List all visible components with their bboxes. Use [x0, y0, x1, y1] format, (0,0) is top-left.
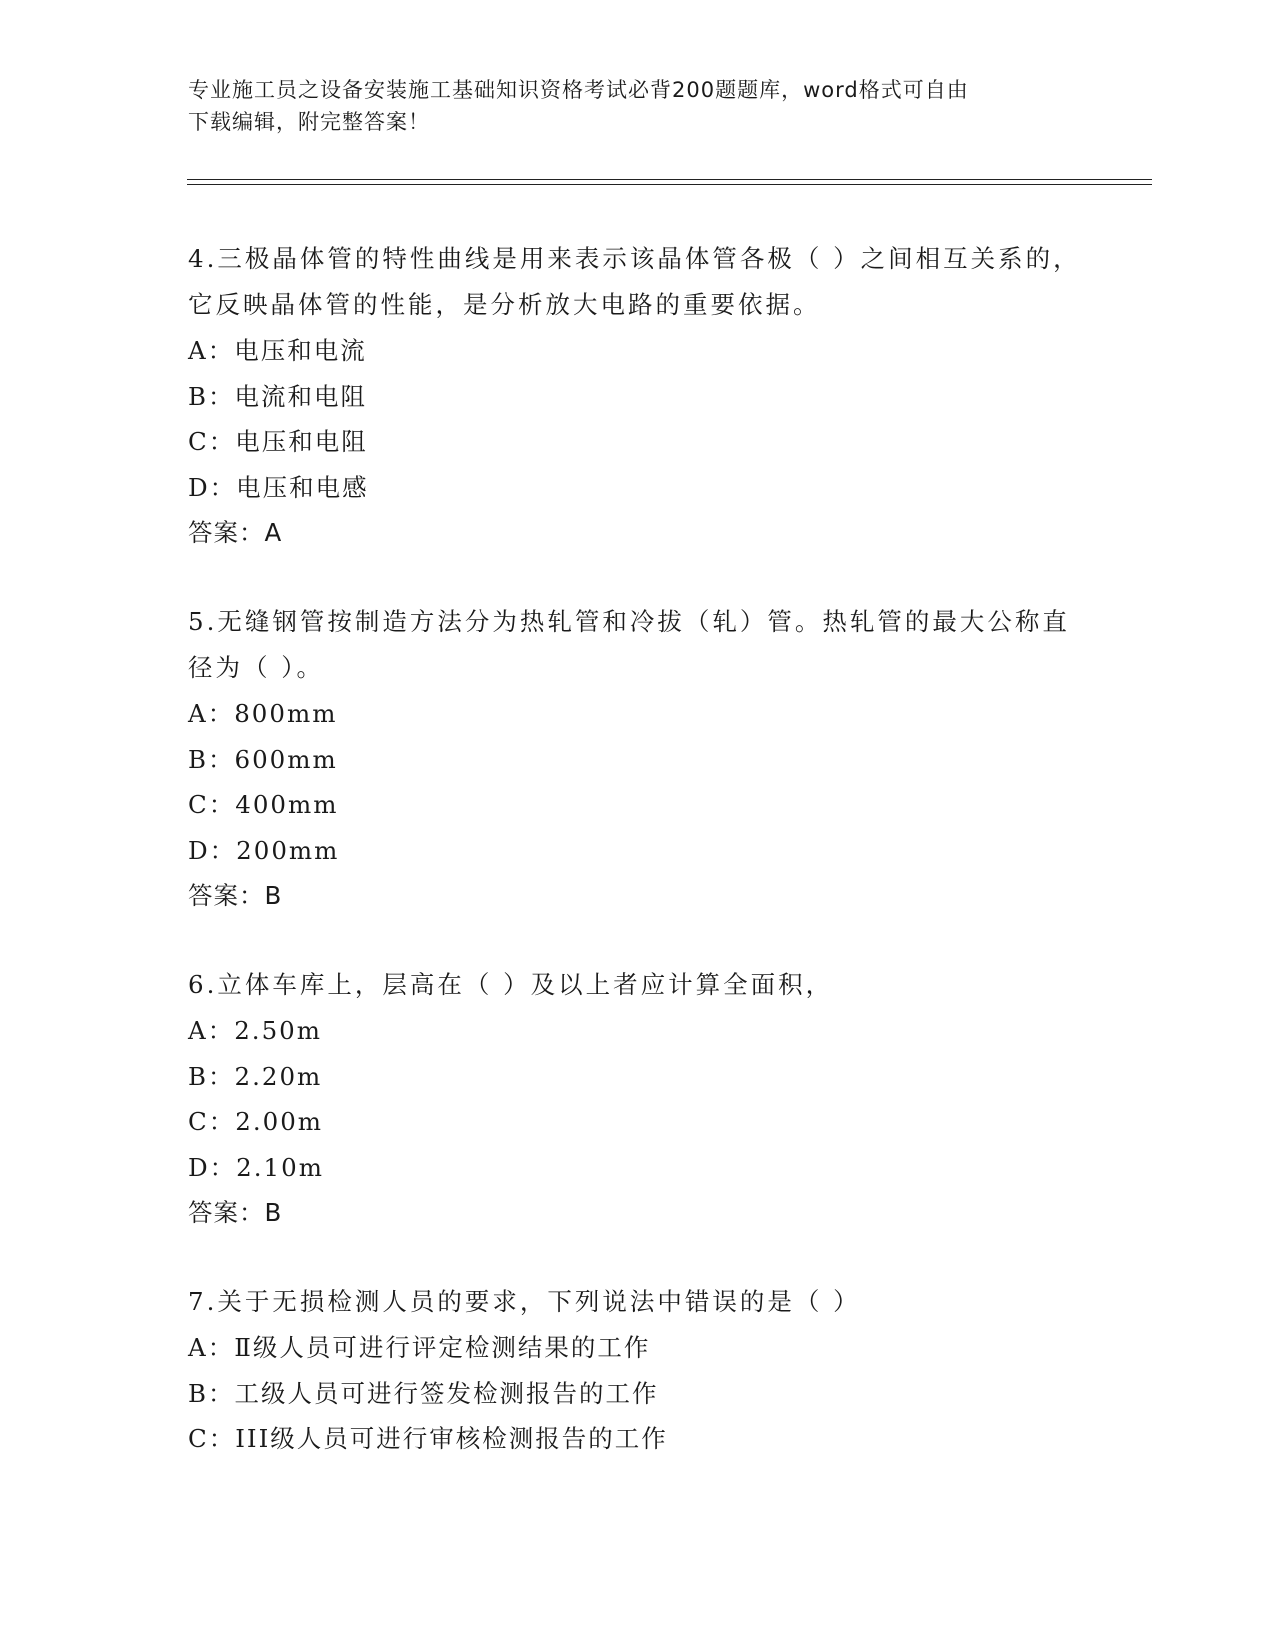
option-c: C：400mm	[188, 790, 339, 819]
option-c: C：2.00m	[188, 1107, 324, 1136]
question-5	[188, 599, 1088, 919]
option-a: A：2.50m	[188, 1016, 322, 1045]
question-6	[188, 962, 1088, 1236]
header-rule-bottom	[187, 184, 1152, 185]
question-stem: 5.无缝钢管按制造方法分为热轧管和冷拔（轧）管。热轧管的最大公称直径为（ ）。	[188, 607, 1070, 682]
option-b: B：600mm	[188, 744, 338, 774]
header-line-1: 专业施工员之设备安装施工基础知识资格考试必背200题题库，word格式可自由	[188, 78, 969, 102]
question-stem: 4.三极晶体管的特性曲线是用来表示该晶体管各极（ ）之间相互关系的，它反映晶体管的性能，是分析放大电路的重要依据。	[188, 244, 1081, 319]
question-7	[188, 1279, 1088, 1462]
answer: 答案：B	[188, 1198, 283, 1227]
document-header	[188, 74, 1068, 138]
option-c: C：电压和电阻	[188, 427, 368, 456]
option-d: D：200mm	[188, 835, 340, 865]
answer: 答案：B	[188, 881, 283, 910]
option-a: A：电压和电流	[188, 336, 367, 365]
question-list	[188, 236, 1088, 1505]
option-a: A：Ⅱ级人员可进行评定检测结果的工作	[188, 1333, 651, 1362]
answer: 答案：A	[188, 518, 283, 547]
option-b: B：2.20m	[188, 1061, 323, 1091]
header-rule-top	[187, 179, 1152, 180]
question-stem: 7.关于无损检测人员的要求，下列说法中错误的是（ ）	[188, 1287, 861, 1316]
option-b: B：电流和电阻	[188, 381, 368, 411]
option-d: D：2.10m	[188, 1152, 324, 1182]
option-a: A：800mm	[188, 699, 338, 728]
option-d: D：电压和电感	[188, 472, 369, 502]
question-4	[188, 236, 1088, 556]
option-c: C：III级人员可进行审核检测报告的工作	[188, 1424, 668, 1453]
option-b: B：工级人员可进行签发检测报告的工作	[188, 1378, 659, 1408]
question-stem: 6.立体车库上，层高在（ ）及以上者应计算全面积，	[188, 970, 834, 999]
header-line-2: 下载编辑，附完整答案！	[188, 110, 430, 134]
